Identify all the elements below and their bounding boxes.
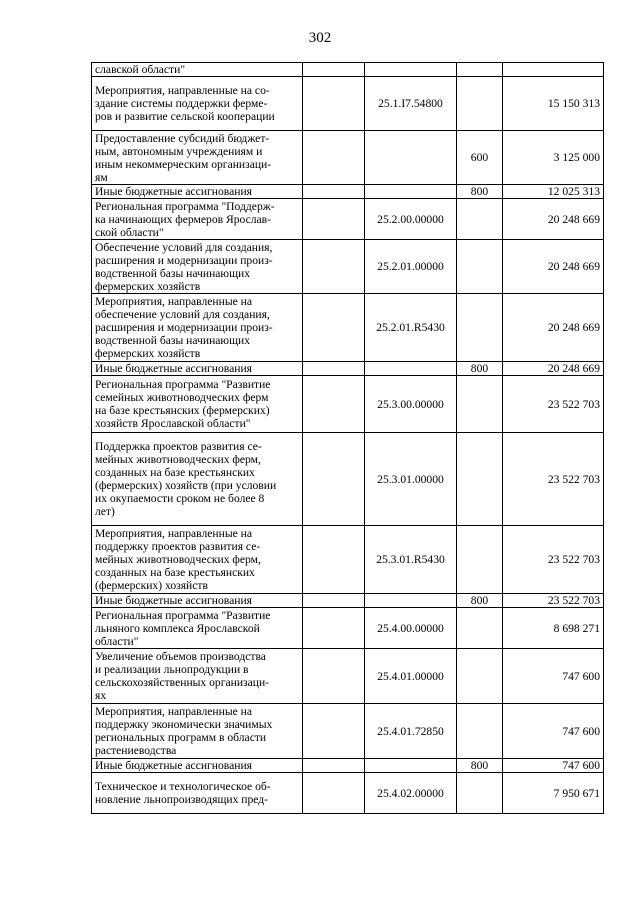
row-blank-cell bbox=[303, 526, 365, 594]
row-sum-cell: 23 522 703 bbox=[503, 526, 604, 594]
row-sum-cell bbox=[503, 63, 604, 77]
row-code-cell bbox=[365, 362, 457, 376]
row-expense-type-cell bbox=[457, 199, 503, 240]
row-code-cell: 25.2.01.00000 bbox=[365, 240, 457, 294]
table-row bbox=[92, 433, 604, 526]
row-blank-cell bbox=[303, 649, 365, 704]
row-name-cell: Иные бюджетные ассигнования bbox=[92, 759, 303, 773]
row-blank-cell bbox=[303, 704, 365, 759]
table-row bbox=[92, 131, 604, 185]
row-code-cell: 25.3.01.00000 bbox=[365, 433, 457, 526]
row-blank-cell bbox=[303, 594, 365, 608]
row-expense-type-cell: 800 bbox=[457, 594, 503, 608]
row-expense-type-cell bbox=[457, 704, 503, 759]
row-sum-cell: 20 248 669 bbox=[503, 294, 604, 362]
table-row bbox=[92, 240, 604, 294]
row-sum-cell: 3 125 000 bbox=[503, 131, 604, 185]
row-name-cell: Мероприятия, направленные на поддержку экономически значимых региональных программ в области растениеводства bbox=[92, 704, 303, 759]
row-name-cell: Мероприятия, направленные на поддержку проектов развития се- мейных животноводческих ферм, созданных на базе крестьянских (фермерских) хозяйств bbox=[92, 526, 303, 594]
row-name-cell: Иные бюджетные ассигнования bbox=[92, 185, 303, 199]
row-code-cell: 25.2.00.00000 bbox=[365, 199, 457, 240]
row-expense-type-cell bbox=[457, 240, 503, 294]
table-row bbox=[92, 649, 604, 704]
row-name-cell: Мероприятия, направленные на со- здание системы поддержки фермe- ров и развитие сельской кооперации bbox=[92, 77, 303, 131]
row-blank-cell bbox=[303, 63, 365, 77]
row-expense-type-cell bbox=[457, 376, 503, 433]
row-blank-cell bbox=[303, 240, 365, 294]
row-blank-cell bbox=[303, 294, 365, 362]
row-name-cell: Техническое и технологическое об- новление льнопроизводящих пред- bbox=[92, 773, 303, 814]
row-expense-type-cell bbox=[457, 433, 503, 526]
row-sum-cell: 23 522 703 bbox=[503, 376, 604, 433]
table-row bbox=[92, 759, 604, 773]
row-code-cell: 25.2.01.R5430 bbox=[365, 294, 457, 362]
row-expense-type-cell: 800 bbox=[457, 759, 503, 773]
row-name-cell: Региональная программа "Развитие льняного комплекса Ярославской области" bbox=[92, 608, 303, 649]
row-name-cell: Региональная программа "Поддерж- ка начинающих фермеров Ярослав- ской области" bbox=[92, 199, 303, 240]
row-blank-cell bbox=[303, 77, 365, 131]
table-row bbox=[92, 199, 604, 240]
row-sum-cell: 747 600 bbox=[503, 649, 604, 704]
row-expense-type-cell bbox=[457, 526, 503, 594]
row-expense-type-cell: 800 bbox=[457, 362, 503, 376]
table-row bbox=[92, 704, 604, 759]
row-expense-type-cell: 800 bbox=[457, 185, 503, 199]
table-row bbox=[92, 294, 604, 362]
table-row bbox=[92, 376, 604, 433]
row-name-cell: Предоставление субсидий бюджет- ным, автономным учреждениям и иным некоммерческим организаци- ям bbox=[92, 131, 303, 185]
row-expense-type-cell bbox=[457, 63, 503, 77]
row-expense-type-cell bbox=[457, 608, 503, 649]
row-blank-cell bbox=[303, 376, 365, 433]
row-name-cell: Мероприятия, направленные на обеспечение условий для создания, расширения и модернизации произ- водственной базы начинающих фермерских хозяйств bbox=[92, 294, 303, 362]
row-sum-cell: 20 248 669 bbox=[503, 362, 604, 376]
row-sum-cell: 15 150 313 bbox=[503, 77, 604, 131]
row-name-cell: Увеличение объемов производства и реализации льнопродукции в сельскохозяйственных организаци- ях bbox=[92, 649, 303, 704]
row-blank-cell bbox=[303, 433, 365, 526]
table-row bbox=[92, 63, 604, 77]
table-row bbox=[92, 77, 604, 131]
row-code-cell: 25.4.01.00000 bbox=[365, 649, 457, 704]
table-row bbox=[92, 362, 604, 376]
table-row bbox=[92, 608, 604, 649]
row-code-cell: 25.4.02.00000 bbox=[365, 773, 457, 814]
row-code-cell: 25.3.00.00000 bbox=[365, 376, 457, 433]
row-sum-cell: 23 522 703 bbox=[503, 433, 604, 526]
row-sum-cell: 12 025 313 bbox=[503, 185, 604, 199]
row-code-cell bbox=[365, 594, 457, 608]
row-code-cell bbox=[365, 131, 457, 185]
row-expense-type-cell: 600 bbox=[457, 131, 503, 185]
row-code-cell: 25.4.01.72850 bbox=[365, 704, 457, 759]
table-row bbox=[92, 594, 604, 608]
row-sum-cell: 8 698 271 bbox=[503, 608, 604, 649]
row-sum-cell: 747 600 bbox=[503, 759, 604, 773]
row-code-cell bbox=[365, 63, 457, 77]
row-sum-cell: 20 248 669 bbox=[503, 240, 604, 294]
table-row bbox=[92, 185, 604, 199]
row-name-cell: Иные бюджетные ассигнования bbox=[92, 362, 303, 376]
row-code-cell: 25.3.01.R5430 bbox=[365, 526, 457, 594]
row-name-cell: Иные бюджетные ассигнования bbox=[92, 594, 303, 608]
page-number: 302 bbox=[308, 30, 332, 46]
row-sum-cell: 20 248 669 bbox=[503, 199, 604, 240]
row-expense-type-cell bbox=[457, 294, 503, 362]
row-blank-cell bbox=[303, 199, 365, 240]
row-blank-cell bbox=[303, 759, 365, 773]
row-blank-cell bbox=[303, 773, 365, 814]
row-code-cell: 25.1.I7.54800 bbox=[365, 77, 457, 131]
row-expense-type-cell bbox=[457, 649, 503, 704]
row-sum-cell: 747 600 bbox=[503, 704, 604, 759]
row-name-cell: славской области" bbox=[92, 63, 303, 77]
row-sum-cell: 23 522 703 bbox=[503, 594, 604, 608]
row-code-cell bbox=[365, 185, 457, 199]
table-row bbox=[92, 773, 604, 814]
budget-table bbox=[91, 62, 604, 814]
row-code-cell: 25.4.00.00000 bbox=[365, 608, 457, 649]
budget-table-body bbox=[92, 63, 604, 814]
row-name-cell: Обеспечение условий для создания, расширения и модернизации произ- водственной базы начинающих фермерских хозяйств bbox=[92, 240, 303, 294]
row-expense-type-cell bbox=[457, 773, 503, 814]
row-blank-cell bbox=[303, 131, 365, 185]
row-code-cell bbox=[365, 759, 457, 773]
row-sum-cell: 7 950 671 bbox=[503, 773, 604, 814]
table-row bbox=[92, 526, 604, 594]
row-name-cell: Поддержка проектов развития се- мейных животноводческих ферм, созданных на базе крестьянских (фермерских) хозяйств (при условии их окупаемости сроком не более 8 лет) bbox=[92, 433, 303, 526]
row-name-cell: Региональная программа "Развитие семейных животноводческих ферм на базе крестьянских (фермерских) хозяйств Ярославской области" bbox=[92, 376, 303, 433]
row-blank-cell bbox=[303, 185, 365, 199]
row-blank-cell bbox=[303, 362, 365, 376]
row-expense-type-cell bbox=[457, 77, 503, 131]
row-blank-cell bbox=[303, 608, 365, 649]
